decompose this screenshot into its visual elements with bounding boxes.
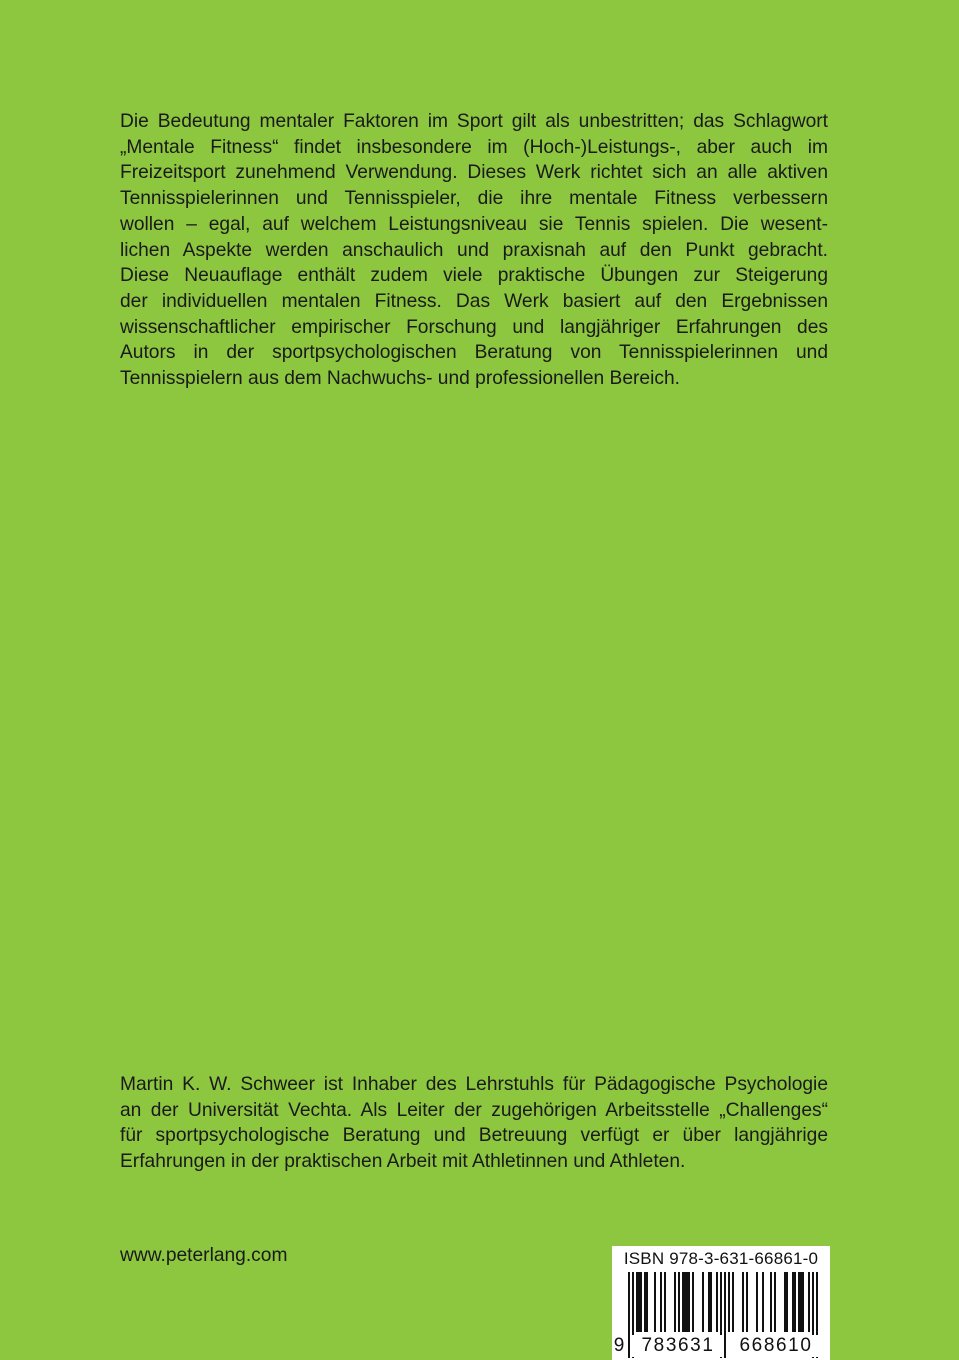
blurb-line: Die Bedeutung mentaler Faktoren im Sport gilt als unbestritten; das Schlagwort [120,111,828,132]
author-bio-line: an der Universität Vechta. Als Leiter der zugehörigen Arbeitsstelle „Challenges“ [120,1099,828,1121]
blurb-line: Diese Neuauflage enthält zudem viele praktische Übungen zur Steigerung [120,265,828,287]
barcode-bar [710,1272,712,1332]
barcode-bar [664,1272,666,1332]
barcode-bar [702,1272,704,1332]
barcode-bar [786,1272,788,1332]
barcode-bar [644,1272,646,1332]
barcode-bar [708,1272,710,1332]
author-bio-line: Erfahrungen in der praktischen Arbeit mit Athletinnen und Athleten. [120,1151,686,1173]
barcode-bar [638,1272,640,1332]
blurb-line: Autors in der sportpsychologischen Beratung von Tennisspielerinnen und [120,342,828,364]
barcode-bar [692,1272,694,1332]
barcode-bar [716,1272,718,1332]
barcode-bar [756,1272,758,1332]
barcode-bar [686,1272,688,1332]
blurb-line: Tennisspielern aus dem Nachwuchs- und professionellen Bereich. [120,368,680,390]
barcode-bar [794,1272,796,1332]
barcode-bar [746,1272,748,1332]
barcode-bar [798,1272,800,1332]
barcode-bar [802,1272,804,1332]
isbn-label: ISBN 978-3-631-66861-0 [623,1249,819,1268]
barcode-bar [770,1272,772,1332]
author-bio [120,1072,828,1175]
barcode-bar [646,1272,648,1332]
barcode-digits-left: 783631 [632,1335,724,1357]
barcode-digits [612,1331,830,1357]
barcode-digit-lead: 9 [613,1335,625,1356]
blurb-line: „Mentale Fitness“ findet insbesondere im (Hoch-)Leistungs-, aber auch im [120,136,828,158]
barcode-digits-right: 668610 [730,1335,822,1357]
barcode-bar [728,1272,730,1332]
barcode-bar [762,1272,764,1332]
book-blurb [120,109,828,392]
barcode-bar [640,1272,642,1332]
barcode-bar [674,1272,676,1332]
blurb-line: der individuellen mentalen Fitness. Das Werk basiert auf den Ergebnissen [120,290,828,312]
barcode-bar [678,1272,680,1332]
barcode-bar [684,1272,686,1332]
barcode-bar [660,1272,662,1332]
blurb-line: wollen – egal, auf welchem Leistungsniveau sie Tennis spielen. Die wesent- [120,213,828,235]
barcode-bar [742,1272,744,1332]
barcode-bar [784,1272,786,1332]
barcode-bar [688,1272,690,1332]
blurb-line: lichen Aspekte werden anschaulich und praxisnah auf den Punkt gebracht. [120,239,828,261]
barcode-bar [808,1272,810,1332]
barcode-bar [792,1272,794,1332]
blurb-line: Tennisspielerinnen und Tennisspieler, die ihre mentale Fitness verbessern [120,188,828,210]
blurb-line: Freizeitsport zunehmend Verwendung. Dieses Werk richtet sich an alle aktiven [120,162,828,184]
barcode-bar [774,1272,776,1332]
barcode-bar [636,1272,638,1332]
author-bio-line: Martin K. W. Schweer ist Inhaber des Lehrstuhls für Pädagogische Psychologie [120,1074,828,1095]
barcode-bar [732,1272,734,1332]
barcode-bar [654,1272,656,1332]
author-bio-line: für sportpsychologische Beratung und Betreuung verfügt er über langjährige [120,1125,828,1147]
barcode-bar [800,1272,802,1332]
barcode-bar [682,1272,684,1332]
isbn-barcode [612,1246,830,1360]
blurb-line: wissenschaftlicher empirischer Forschung und langjähriger Erfahrungen des [120,316,828,338]
publisher-url[interactable]: www.peterlang.com [120,1245,288,1266]
